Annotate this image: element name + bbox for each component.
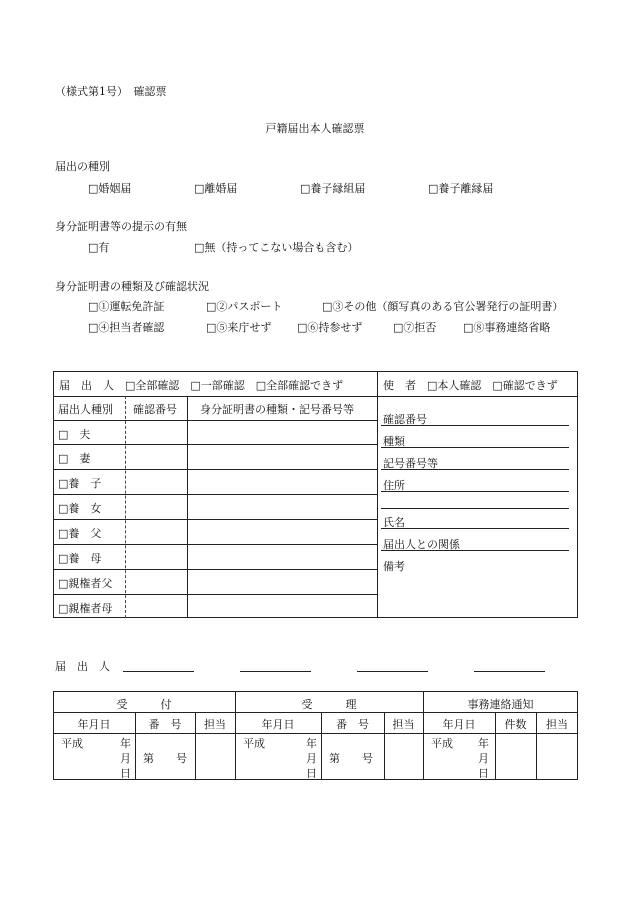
signature-line[interactable] (474, 671, 545, 672)
checkbox-refused[interactable]: □⑦拒否 (393, 321, 437, 334)
month-label: 月 (478, 752, 489, 765)
field-address: 住所 (383, 479, 405, 492)
signature-label: 届 出 人 (55, 660, 110, 673)
table-row[interactable]: □養 母 (58, 552, 102, 565)
sub-header-date: 年月日 (77, 718, 111, 731)
era-label: 平成 (61, 737, 83, 750)
field-remarks: 備考 (383, 560, 405, 573)
section-id-type-label: 身分証明書の種類及び確認状況 (55, 280, 209, 293)
day-label: 日 (306, 767, 317, 780)
sub-header-number: 番 号 (336, 718, 369, 731)
page-title: 戸籍届出本人確認票 (265, 122, 365, 135)
checkbox-id-no[interactable]: □無（持ってこない場合も含む） (194, 241, 359, 254)
number-label: 第 号 (329, 752, 373, 765)
col-header-confirm-number: 確認番号 (133, 403, 177, 416)
group-reception: 受 付 (116, 698, 172, 711)
checkbox-staff-confirm[interactable]: □④担当者確認 (88, 321, 165, 334)
section-notification-type-label: 届出の種別 (55, 160, 110, 173)
col-header-notifier-type: 届出人種別 (58, 403, 113, 416)
table-row[interactable]: □親権者父 (58, 577, 113, 590)
number-label: 第 号 (143, 752, 187, 765)
sub-header-staff: 担当 (392, 718, 415, 731)
year-label: 年 (306, 737, 317, 750)
table-row[interactable]: □ 夫 (58, 428, 91, 441)
sub-header-date: 年月日 (261, 718, 295, 731)
day-label: 日 (478, 767, 489, 780)
field-id-number: 記号番号等 (383, 457, 438, 470)
table-row[interactable]: □養 子 (58, 477, 102, 490)
era-label: 平成 (243, 737, 265, 750)
signature-line[interactable] (240, 671, 311, 672)
messenger-header: 使 者 □本人確認 □確認できず (383, 379, 558, 392)
field-name: 氏名 (383, 516, 405, 529)
checkbox-other-id[interactable]: □③その他（顔写真のある官公署発行の証明書） (322, 300, 564, 313)
era-label: 平成 (431, 737, 453, 750)
year-label: 年 (478, 737, 489, 750)
table-row[interactable]: □養 父 (58, 527, 102, 540)
field-confirm-number: 確認番号 (383, 413, 427, 426)
checkbox-divorce[interactable]: □離婚届 (194, 182, 238, 195)
checkbox-not-visited[interactable]: □⑤来庁せず (206, 321, 272, 334)
col-header-id-details: 身分証明書の種類・記号番号等 (200, 403, 354, 416)
checkbox-not-brought[interactable]: □⑥持参せず (297, 321, 363, 334)
checkbox-drivers-license[interactable]: □①運転免許証 (88, 300, 165, 313)
sub-header-staff: 担当 (546, 718, 568, 731)
checkbox-id-yes[interactable]: □有 (88, 241, 110, 254)
signature-line[interactable] (123, 671, 194, 672)
checkbox-contact-omitted[interactable]: □⑧事務連絡省略 (463, 321, 551, 334)
notifier-header: 届 出 人 □全部確認 □一部確認 □全部確認できず (59, 379, 344, 392)
sub-header-staff: 担当 (204, 718, 226, 731)
checkbox-adoption[interactable]: □養子縁組届 (300, 182, 366, 195)
year-label: 年 (120, 737, 131, 750)
section-id-presented-label: 身分証明書等の提示の有無 (55, 220, 187, 233)
day-label: 日 (120, 767, 131, 780)
checkbox-adoption-dissolution[interactable]: □養子離縁届 (428, 182, 494, 195)
month-label: 月 (120, 752, 131, 765)
table-row[interactable]: □養 女 (58, 502, 102, 515)
table-row[interactable]: □ 妻 (58, 452, 91, 465)
checkbox-passport[interactable]: □②パスポート (206, 300, 283, 313)
signature-line[interactable] (357, 671, 428, 672)
group-notification: 事務連絡通知 (467, 698, 534, 711)
sub-header-number: 番 号 (148, 718, 182, 731)
field-relationship: 届出人との関係 (383, 538, 460, 551)
sub-header-date: 年月日 (442, 718, 476, 731)
group-acceptance: 受 理 (301, 698, 357, 711)
table-row[interactable]: □親権者母 (58, 602, 113, 615)
form-number: （様式第1号） 確認票 (55, 85, 167, 98)
checkbox-marriage[interactable]: □婚姻届 (88, 182, 132, 195)
sub-header-count: 件数 (504, 718, 527, 731)
field-id-type: 種類 (383, 435, 405, 448)
month-label: 月 (306, 752, 317, 765)
